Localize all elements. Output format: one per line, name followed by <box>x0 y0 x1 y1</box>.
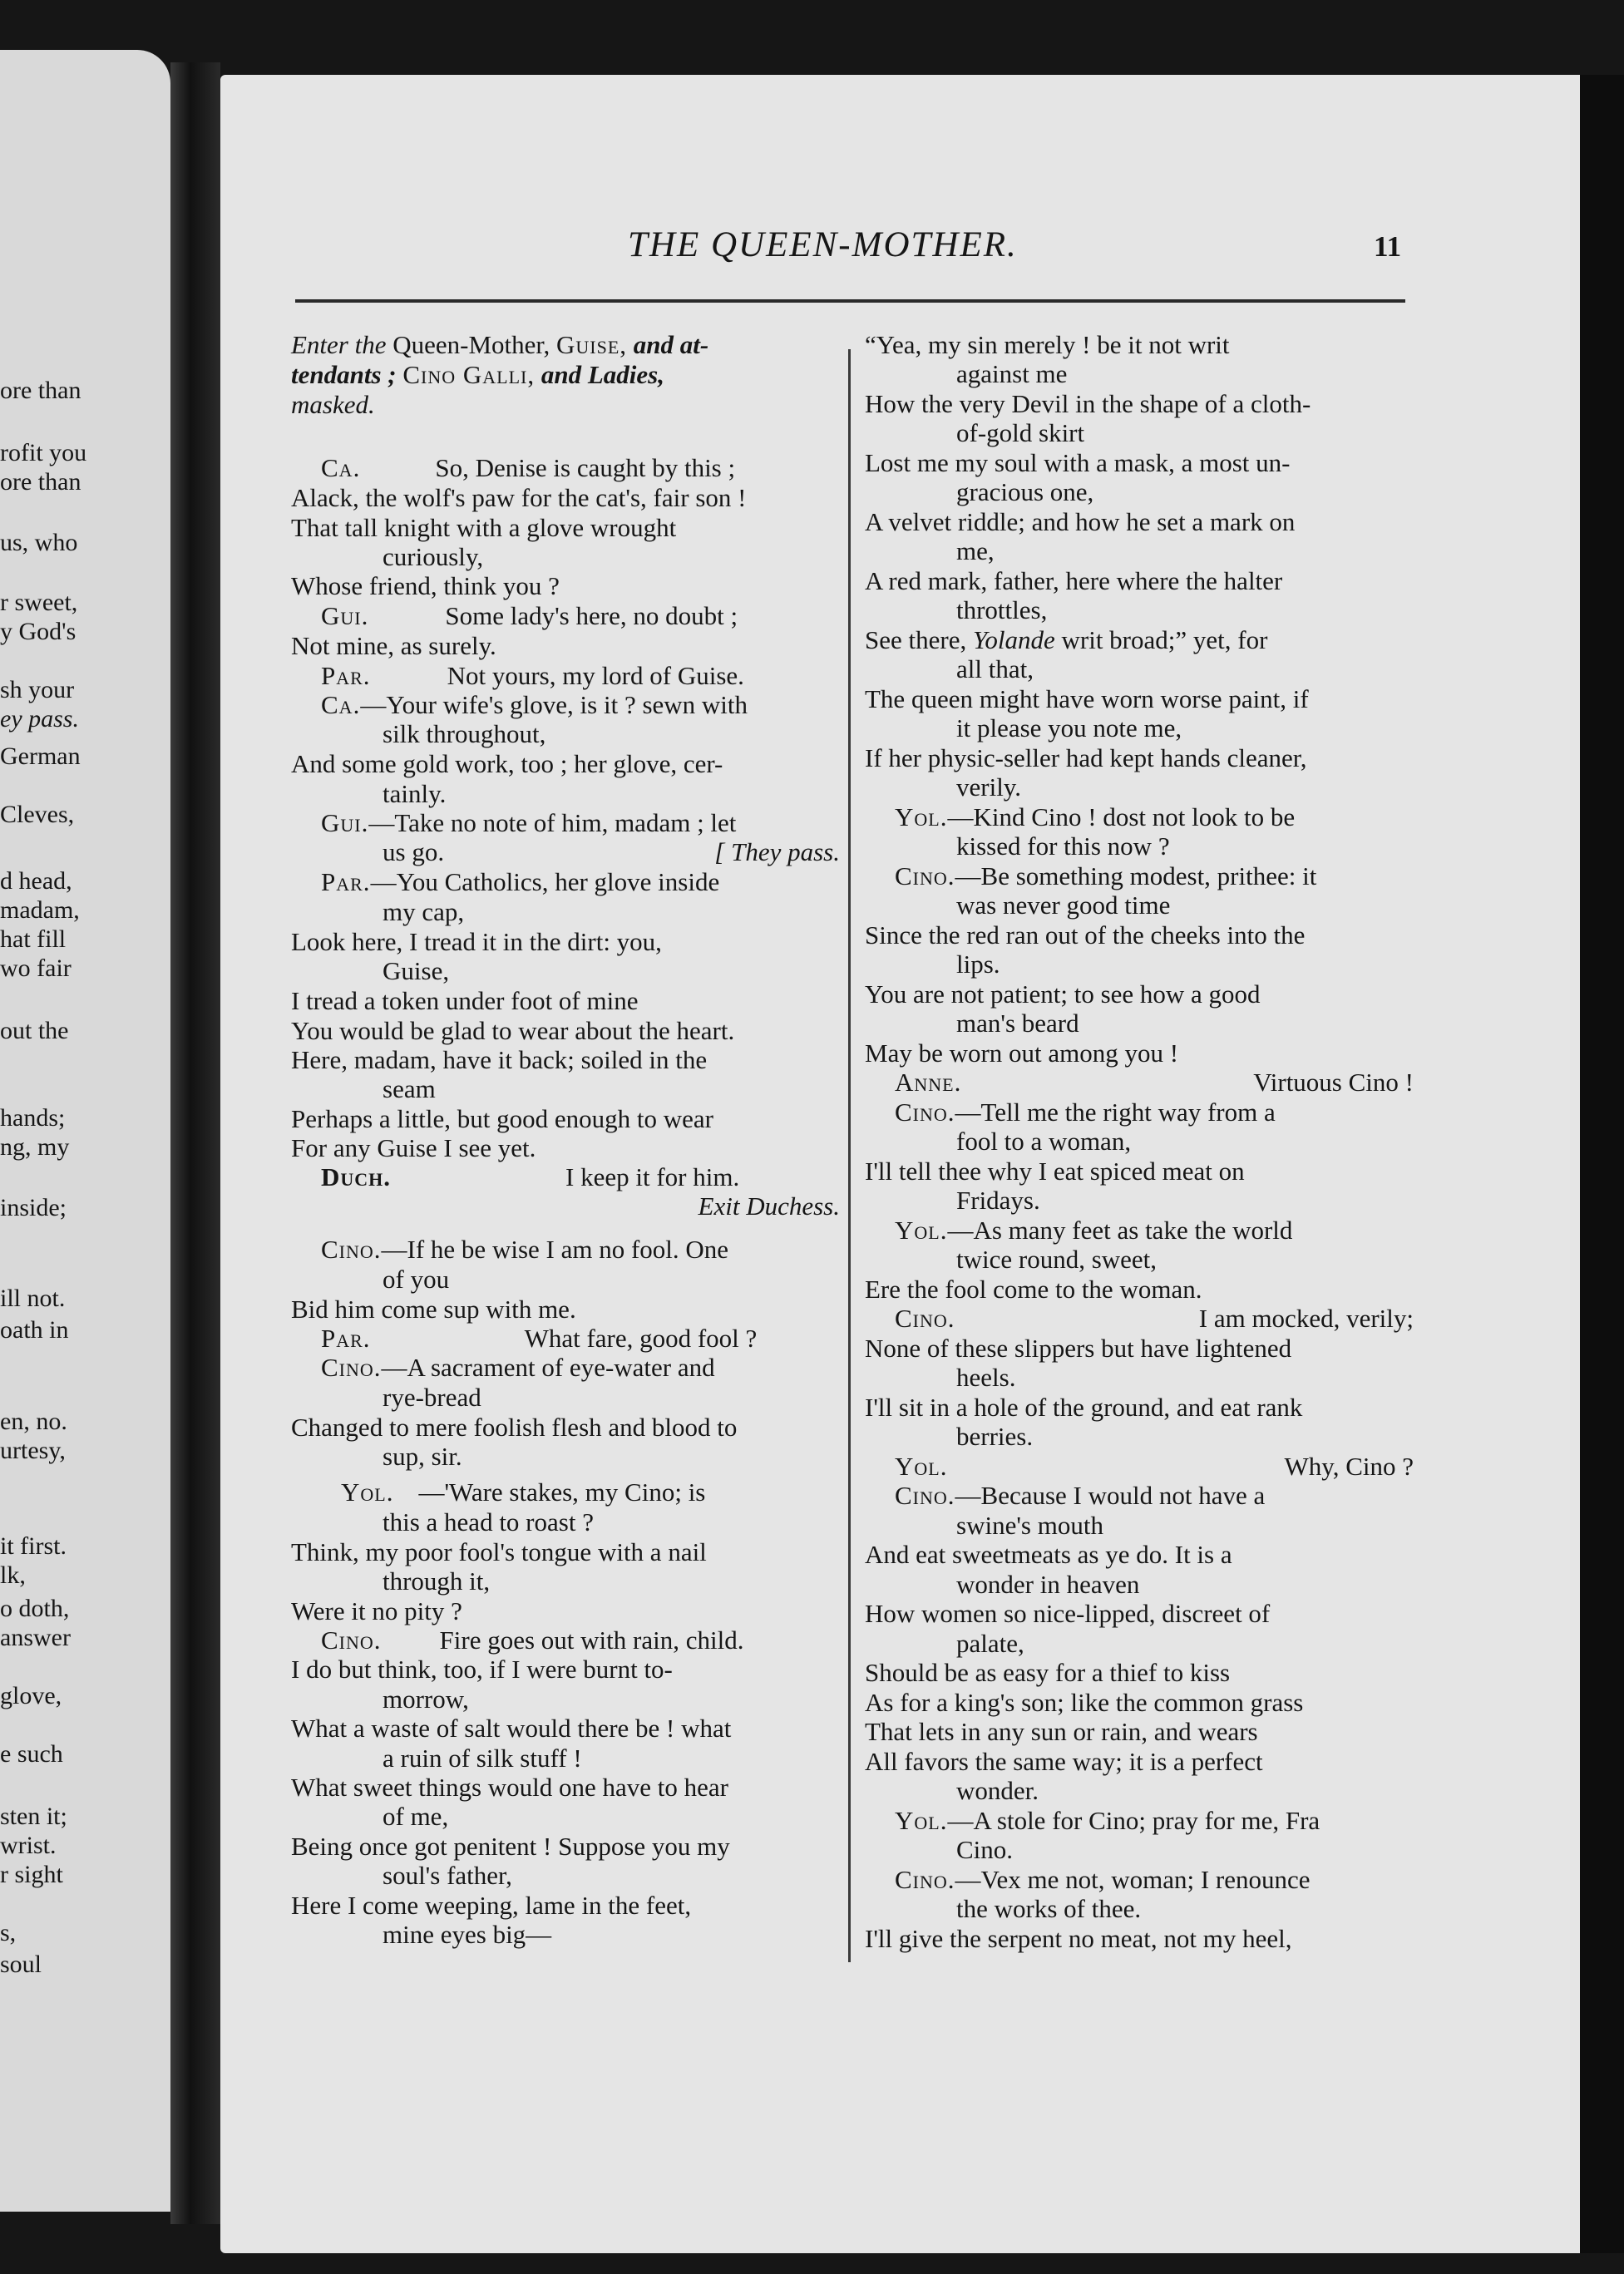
dialogue-line: Guise, <box>383 956 450 985</box>
prev-line: ill not. <box>0 1285 66 1312</box>
dialogue-line: Duch. I keep it for him. <box>321 1162 740 1191</box>
prev-line: s, <box>0 1919 17 1946</box>
prev-line: hat fill <box>0 925 67 953</box>
dialogue-line: You are not patient; to see how a good <box>865 979 1261 1009</box>
prev-line: rofit you <box>0 439 87 466</box>
dialogue-line: gracious one, <box>956 477 1094 506</box>
dialogue-line: The queen might have worn worse paint, if <box>865 684 1309 713</box>
prev-line: r sweet, <box>0 589 78 616</box>
dialogue-line: rye-bread <box>383 1383 481 1412</box>
dialogue-line: it please you note me, <box>956 713 1182 742</box>
prev-line: inside; <box>0 1194 67 1221</box>
scan-background <box>1580 75 1624 2253</box>
dialogue-line: Ca.—Your wife's glove, is it ? sewn with <box>321 690 748 719</box>
dialogue-line: See there, Yolande writ broad;” yet, for <box>865 625 1268 654</box>
dialogue-line: Bid him come sup with me. <box>291 1295 576 1324</box>
dialogue-line: my cap, <box>383 897 465 926</box>
prev-line: Cleves, <box>0 801 75 828</box>
prev-line: hands; <box>0 1104 66 1132</box>
prev-line: en, no. <box>0 1408 67 1435</box>
dialogue-line: sup, sir. <box>383 1442 462 1471</box>
dialogue-line: Cino. <box>956 1835 1014 1864</box>
dialogue-line: Were it no pity ? <box>291 1596 462 1625</box>
prev-line: lk, <box>0 1561 26 1589</box>
prev-line: e such <box>0 1740 63 1768</box>
dialogue-line: of-gold skirt <box>956 418 1085 447</box>
prev-line: sh your <box>0 676 75 703</box>
dialogue-line: man's beard <box>956 1009 1079 1038</box>
dialogue-line: Whose friend, think you ? <box>291 571 560 600</box>
dialogue-line: Par. Not yours, my lord of Guise. <box>321 661 744 690</box>
dialogue-line: wonder. <box>956 1776 1039 1805</box>
dialogue-line: For any Guise I see yet. <box>291 1133 536 1162</box>
book-gutter <box>170 62 220 2224</box>
dialogue-line: against me <box>956 359 1068 388</box>
prev-line: oath in <box>0 1316 69 1344</box>
dialogue-line: of me, <box>383 1802 449 1831</box>
stage-direction: masked. <box>291 390 375 419</box>
dialogue-line: Look here, I tread it in the dirt: you, <box>291 927 662 956</box>
dialogue-line: soul's father, <box>383 1861 512 1890</box>
prev-line: us, who <box>0 529 78 556</box>
dialogue-line: Cino.—Vex me not, woman; I renounce <box>895 1865 1311 1894</box>
dialogue-line: Cino.—A sacrament of eye-water and <box>321 1353 715 1382</box>
dialogue-line: Cino.—If he be wise I am no fool. One <box>321 1235 729 1264</box>
dialogue-line: Yol. Why, Cino ? <box>895 1452 1414 1481</box>
stage-direction: tendants ; Cino Galli, and Ladies, <box>291 360 664 389</box>
prev-line: glove, <box>0 1682 62 1709</box>
dialogue-line: How the very Devil in the shape of a cloth- <box>865 389 1311 418</box>
dialogue-line: Cino.—Because I would not have a <box>895 1481 1266 1510</box>
stage-direction: Enter the Queen-Mother, Guise, and at- <box>291 330 709 359</box>
dialogue-line: verily. <box>956 772 1022 802</box>
dialogue-line: morrow, <box>383 1685 469 1714</box>
dialogue-line: this a head to roast ? <box>383 1507 594 1537</box>
dialogue-line: Yol.—A stole for Cino; pray for me, Fra <box>895 1806 1320 1835</box>
prev-line: r sight <box>0 1861 63 1888</box>
dialogue-line: A red mark, father, here where the halter <box>865 566 1283 595</box>
prev-line: wo fair <box>0 954 72 982</box>
prev-line: urtesy, <box>0 1437 66 1464</box>
dialogue-line: What a waste of salt would there be ! what <box>291 1714 732 1743</box>
dialogue-line: Should be as easy for a thief to kiss <box>865 1658 1231 1687</box>
prev-line: y God's <box>0 618 77 645</box>
dialogue-line: All favors the same way; it is a perfect <box>865 1747 1263 1776</box>
dialogue-line: Yol.—Kind Cino ! dost not look to be <box>895 802 1296 831</box>
dialogue-line: How women so nice-lipped, discreet of <box>865 1599 1271 1628</box>
dialogue-line: Being once got penitent ! Suppose you my <box>291 1832 730 1861</box>
stage-direction: Exit Duchess. <box>698 1191 840 1221</box>
prev-line: German <box>0 742 81 770</box>
dialogue-line: Fridays. <box>956 1186 1040 1215</box>
running-head: THE QUEEN-MOTHER. <box>628 225 1018 264</box>
dialogue-line: Yol.—As many feet as take the world <box>895 1216 1293 1245</box>
prev-line: sten it; <box>0 1803 67 1830</box>
dialogue-line: me, <box>956 536 995 565</box>
dialogue-line: Par. What fare, good fool ? <box>321 1324 758 1353</box>
dialogue-line: berries. <box>956 1422 1034 1451</box>
dialogue-line: the works of thee. <box>956 1894 1142 1923</box>
dialogue-line: As for a king's son; like the common grass <box>865 1688 1304 1717</box>
dialogue-line: fool to a woman, <box>956 1127 1132 1156</box>
dialogue-line: Perhaps a little, but good enough to wear <box>291 1104 713 1133</box>
dialogue-line: Cino.—Be something modest, prithee: it <box>895 861 1317 890</box>
dialogue-line: seam <box>383 1074 436 1103</box>
dialogue-line: I do but think, too, if I were burnt to- <box>291 1655 673 1684</box>
dialogue-line: Par.—You Catholics, her glove inside <box>321 867 720 896</box>
dialogue-line: A velvet riddle; and how he set a mark on <box>865 507 1296 536</box>
dialogue-line: What sweet things would one have to hear <box>291 1773 728 1802</box>
prev-line: it first. <box>0 1532 67 1560</box>
dialogue-line: I tread a token under foot of mine <box>291 986 639 1015</box>
prev-line: ey pass. <box>0 705 79 733</box>
dialogue-line: curiously, <box>383 542 484 571</box>
dialogue-line: That lets in any sun or rain, and wears <box>865 1717 1258 1746</box>
dialogue-line: I'll tell thee why I eat spiced meat on <box>865 1157 1245 1186</box>
dialogue-line: tainly. <box>383 779 447 808</box>
dialogue-line: Cino. I am mocked, verily; <box>895 1304 1414 1333</box>
dialogue-line: “Yea, my sin merely ! be it not writ <box>865 330 1230 359</box>
prev-line: o doth, <box>0 1595 70 1622</box>
prev-line: soul <box>0 1951 42 1978</box>
dialogue-line: Think, my poor fool's tongue with a nail <box>291 1537 707 1566</box>
header-rule <box>295 299 1405 303</box>
dialogue-line: Not mine, as surely. <box>291 631 496 660</box>
dialogue-line: Cino.—Tell me the right way from a <box>895 1098 1276 1127</box>
dialogue-line: silk throughout, <box>383 719 546 748</box>
prev-line: answer <box>0 1624 71 1651</box>
dialogue-line: And some gold work, too ; her glove, cer- <box>291 749 723 778</box>
dialogue-line: of you <box>383 1265 450 1294</box>
dialogue-line: Here I come weeping, lame in the feet, <box>291 1891 692 1920</box>
dialogue-line: through it, <box>383 1566 491 1596</box>
dialogue-line: Gui.—Take no note of him, madam ; let <box>321 808 737 837</box>
dialogue-line: Lost me my soul with a mask, a most un- <box>865 448 1291 477</box>
dialogue-line: kissed for this now ? <box>956 831 1170 861</box>
dialogue-line: twice round, sweet, <box>956 1245 1158 1274</box>
dialogue-line: If her physic-seller had kept hands cleaner, <box>865 743 1307 772</box>
dialogue-line: heels. <box>956 1363 1016 1392</box>
dialogue-line: Anne. Virtuous Cino ! <box>895 1068 1414 1097</box>
prev-line: ng, my <box>0 1133 70 1161</box>
dialogue-line: You would be glad to wear about the heart. <box>291 1016 735 1045</box>
dialogue-line: mine eyes big— <box>383 1920 552 1949</box>
dialogue-line: None of these slippers but have lightened <box>865 1334 1292 1363</box>
column-divider <box>848 349 851 1962</box>
dialogue-line: Yol. —'Ware stakes, my Cino; is <box>341 1477 706 1507</box>
dialogue-line: I'll give the serpent no meat, not my heel, <box>865 1924 1292 1953</box>
dialogue-line: Changed to mere foolish flesh and blood to <box>291 1413 738 1442</box>
previous-page-fragment <box>0 50 170 2212</box>
dialogue-line: wonder in heaven <box>956 1570 1140 1599</box>
dialogue-line: Since the red ran out of the cheeks into the <box>865 920 1306 950</box>
dialogue-line: May be worn out among you ! <box>865 1038 1179 1068</box>
dialogue-line: And eat sweetmeats as ye do. It is a <box>865 1540 1232 1569</box>
prev-line: wrist. <box>0 1832 57 1859</box>
dialogue-line: swine's mouth <box>956 1511 1103 1540</box>
dialogue-line: palate, <box>956 1629 1024 1658</box>
dialogue-line: Cino. Fire goes out with rain, child. <box>321 1625 744 1655</box>
prev-line: d head, <box>0 867 72 895</box>
prev-line: out the <box>0 1017 69 1044</box>
dialogue-line: Here, madam, have it back; soiled in the <box>291 1045 708 1074</box>
prev-line: ore than <box>0 468 81 496</box>
dialogue-line: lips. <box>956 950 1000 979</box>
dialogue-line: Gui. Some lady's here, no doubt ; <box>321 601 738 630</box>
dialogue-line: Ca. So, Denise is caught by this ; <box>321 453 736 482</box>
dialogue-line: us go. [ They pass. <box>383 837 840 866</box>
dialogue-line: a ruin of silk stuff ! <box>383 1744 582 1773</box>
dialogue-line: throttles, <box>956 595 1048 624</box>
prev-line: madam, <box>0 896 80 924</box>
dialogue-line: Alack, the wolf's paw for the cat's, fair son ! <box>291 483 747 512</box>
dialogue-line: Ere the fool come to the woman. <box>865 1275 1202 1304</box>
dialogue-line: was never good time <box>956 890 1171 920</box>
dialogue-line: all that, <box>956 654 1034 683</box>
dialogue-line: I'll sit in a hole of the ground, and eat rank <box>865 1393 1303 1422</box>
prev-line: ore than <box>0 377 81 404</box>
dialogue-line: That tall knight with a glove wrought <box>291 513 677 542</box>
page-number: 11 <box>1374 230 1402 263</box>
